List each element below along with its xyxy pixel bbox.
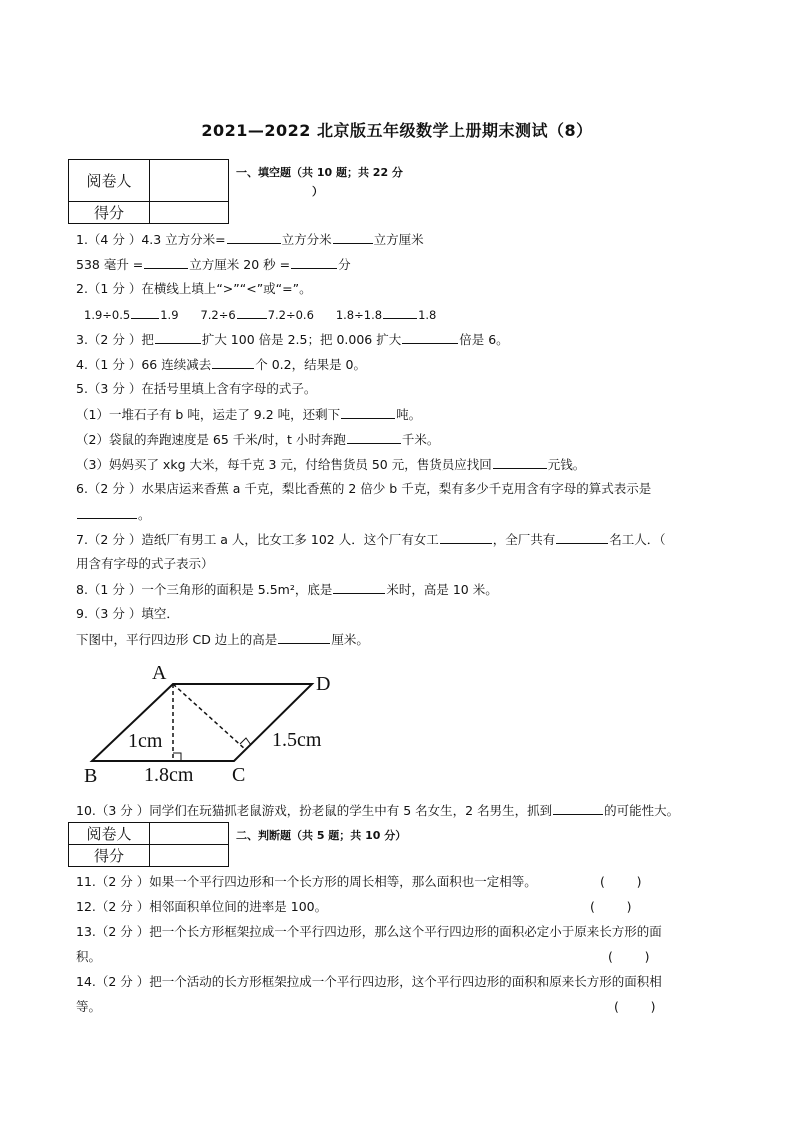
answer-blank[interactable]	[333, 581, 385, 594]
right-angle-mark-1	[173, 753, 181, 761]
question-6-answer: 。	[76, 506, 151, 523]
question-5: 5.（3 分 ）在括号里填上含有字母的式子。	[76, 381, 317, 396]
score-label: 得分	[69, 845, 150, 867]
question-2: 2.（1 分 ）在横线上填上“>”“<”或“=”。	[76, 281, 312, 296]
question-1-line-2: 538 毫升 = 立方厘米 20 秒 = 分	[76, 257, 351, 272]
answer-blank[interactable]	[333, 231, 373, 244]
vertex-label-b: B	[84, 765, 98, 786]
question-9: 9.（3 分 ）填空．	[76, 606, 179, 621]
parallelogram-figure	[84, 660, 344, 786]
score-label: 得分	[69, 202, 150, 224]
height-to-cd	[173, 684, 246, 750]
section-2-heading: 二、判断题（共 5 题；共 10 分）	[236, 829, 407, 842]
answer-blank[interactable]	[77, 506, 137, 519]
answer-blank[interactable]	[553, 802, 603, 815]
question-4: 4.（1 分 ）66 连续减去 个 0.2，结果是 0。	[76, 357, 366, 372]
score-cell[interactable]	[150, 202, 229, 224]
question-8: 8.（1 分 ）一个三角形的面积是 5.5m²，底是 米时，高是 10 米。	[76, 582, 498, 597]
question-3: 3.（2 分 ）把 扩大 100 倍是 2.5；把 0.006 扩大 倍是 6。	[76, 332, 509, 347]
answer-blank[interactable]	[402, 331, 458, 344]
answer-blank[interactable]	[341, 406, 395, 419]
question-10: 10.（3 分 ）同学们在玩猫抓老鼠游戏，扮老鼠的学生中有 5 名女生，2 名男生，抓到 的可能性大。	[76, 803, 680, 818]
question-6: 6.（2 分 ）水果店运来香蕉 a 千克，梨比香蕉的 2 倍少 b 千克，梨有多少千克用含有字母的算式表示是	[76, 481, 652, 496]
reviewer-label: 阅卷人	[69, 823, 150, 845]
answer-paren-14[interactable]: ( )	[614, 999, 656, 1014]
question-14-cont: 等。	[76, 999, 102, 1014]
question-5-sub-1: （1）一堆石子有 b 吨，运走了 9.2 吨，还剩下 吨。	[76, 407, 422, 422]
answer-blank[interactable]	[556, 531, 608, 544]
page-title: 2021—2022 北京版五年级数学上册期末测试（8）	[201, 121, 593, 140]
question-7-cont: 用含有字母的式子表示）	[76, 556, 214, 571]
vertex-label-a: A	[152, 662, 167, 684]
answer-blank[interactable]	[383, 306, 417, 319]
question-2-items: 1.9÷0.5 1.9 7.2÷6 7.2÷0.6 1.8÷1.8 1.8	[84, 308, 437, 322]
answer-blank[interactable]	[227, 231, 281, 244]
question-5-sub-3: （3）妈妈买了 xkg 大米，每千克 3 元，付给售货员 50 元，售货员应找回 元钱。	[76, 457, 586, 472]
vertex-label-c: C	[232, 764, 246, 786]
answer-paren-13[interactable]: ( )	[608, 949, 650, 964]
question-14: 14.（2 分 ）把一个活动的长方形框架拉成一个平行四边形，这个平行四边形的面积和原来长方形的面积相	[76, 974, 662, 989]
answer-blank[interactable]	[493, 456, 547, 469]
question-11: 11.（2 分 ）如果一个平行四边形和一个长方形的周长相等，那么面积也一定相等。	[76, 874, 537, 889]
answer-blank[interactable]	[278, 631, 330, 644]
section-1-heading-cont: ）	[312, 185, 323, 198]
question-12: 12.（2 分 ）相邻面积单位间的进率是 100。	[76, 899, 328, 914]
answer-paren-11[interactable]: ( )	[600, 874, 642, 889]
answer-blank[interactable]	[212, 356, 254, 369]
right-angle-mark-2	[240, 738, 251, 745]
reviewer-label: 阅卷人	[69, 160, 150, 202]
height-label: 1cm	[128, 730, 163, 752]
answer-blank[interactable]	[144, 256, 188, 269]
answer-blank[interactable]	[347, 431, 401, 444]
side-label: 1.5cm	[272, 729, 322, 751]
question-13: 13.（2 分 ）把一个长方形框架拉成一个平行四边形，那么这个平行四边形的面积必定小于原来长方形的面	[76, 924, 662, 939]
vertex-label-d: D	[316, 673, 331, 695]
answer-blank[interactable]	[131, 306, 159, 319]
reviewer-cell[interactable]	[150, 823, 229, 845]
question-7: 7.（2 分 ）造纸厂有男工 a 人，比女工多 102 人．这个厂有女工 ，全厂共有 名工人．（	[76, 532, 666, 547]
base-label: 1.8cm	[144, 764, 194, 786]
question-13-cont: 积。	[76, 949, 102, 964]
score-box-1	[68, 159, 229, 224]
answer-blank[interactable]	[440, 531, 492, 544]
answer-blank[interactable]	[291, 256, 337, 269]
answer-blank[interactable]	[155, 331, 201, 344]
question-9-sub: 下图中，平行四边形 CD 边上的高是 厘米。	[76, 632, 369, 647]
answer-paren-12[interactable]: ( )	[590, 899, 632, 914]
score-box-2	[68, 822, 229, 867]
score-cell[interactable]	[150, 845, 229, 867]
reviewer-cell[interactable]	[150, 160, 229, 202]
answer-blank[interactable]	[237, 306, 267, 319]
section-1-heading: 一、填空题（共 10 题；共 22 分	[236, 166, 403, 179]
question-1-line-1: 1.（4 分 ）4.3 立方分米= 立方分米 立方厘米	[76, 232, 424, 247]
question-5-sub-2: （2）袋鼠的奔跑速度是 65 千米/时，t 小时奔跑 千米。	[76, 432, 440, 447]
